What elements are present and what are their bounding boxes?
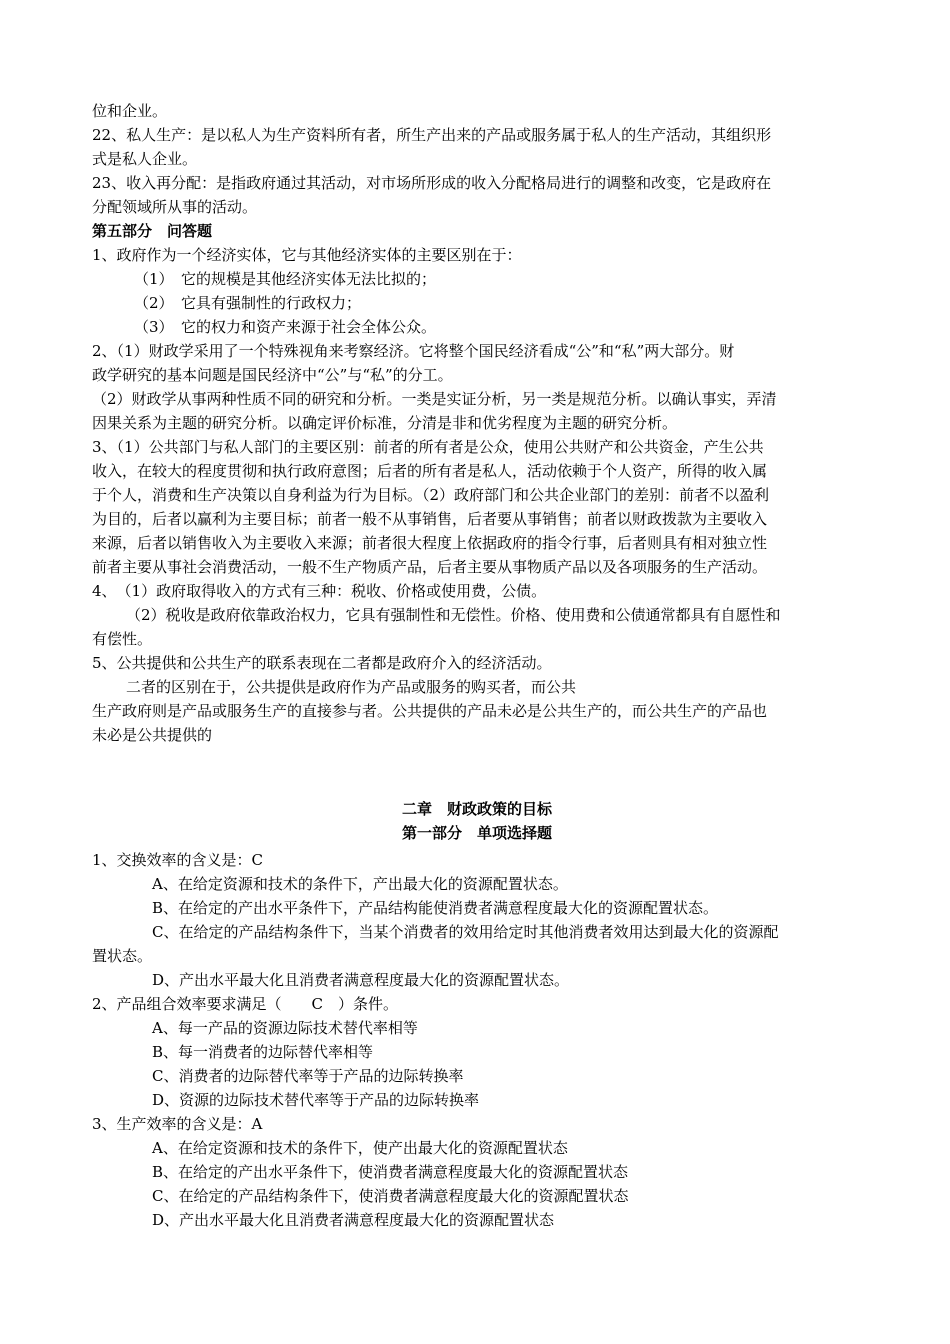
mc-option: A、每一产品的资源边际技术替代率相等: [152, 1019, 418, 1037]
question-1: 1、政府作为一个经济实体，它与其他经济实体的主要区别在于：: [92, 246, 522, 264]
mc-option: A、在给定资源和技术的条件下，使产出最大化的资源配置状态: [152, 1139, 568, 1157]
answer-item: （2） 它具有强制性的行政权力；: [134, 294, 362, 312]
mc-option: C、消费者的边际替代率等于产品的边际转换率: [152, 1067, 464, 1085]
text-line: 位和企业。: [92, 102, 168, 120]
text-line: 23、收入再分配：是指政府通过其活动，对市场所形成的收入分配格局进行的调整和改变，它是政府在: [92, 174, 772, 192]
text-line: 式是私人企业。: [92, 150, 198, 168]
text-line: 22、私人生产：是以私人为生产资料所有者，所生产出来的产品或服务属于私人的生产活动，其组织形: [92, 126, 772, 144]
text-line: 于个人，消费和生产决策以自身利益为行为目标。（2）政府部门和公共企业部门的差别：前者不以盈利: [92, 486, 770, 504]
chapter-subtitle: 第一部分 单项选择题: [401, 824, 552, 842]
text-line: 政学研究的基本问题是国民经济中“公”与“私”的分工。: [92, 366, 453, 384]
text-line: 前者主要从事社会消费活动，一般不生产物质产品，后者主要从事物质产品以及各项服务的生产活动。: [92, 558, 768, 576]
text-line: 为目的，后者以赢利为主要目标；前者一般不从事销售，后者要从事销售；前者以财政拨款为主要收入: [92, 510, 768, 528]
text-line: 二者的区别在于，公共提供是政府作为产品或服务的购买者，而公共: [126, 678, 577, 696]
mc-option: D、资源的边际技术替代率等于产品的边际转换率: [152, 1091, 480, 1109]
mc-option: C、在给定的产品结构条件下，当某个消费者的效用给定时其他消费者效用达到最大化的资源配: [152, 923, 779, 941]
mc-question-2: 2、产品组合效率要求满足（ C ）条件。: [92, 995, 399, 1013]
mc-option: C、在给定的产品结构条件下，使消费者满意程度最大化的资源配置状态: [152, 1187, 629, 1205]
mc-option: D、产出水平最大化且消费者满意程度最大化的资源配置状态: [152, 1211, 555, 1229]
section-definitions-tail: [92, 99, 862, 747]
mc-option: A、在给定资源和技术的条件下，产出最大化的资源配置状态。: [152, 875, 568, 893]
text-line: 未必是公共提供的: [92, 726, 213, 744]
text-line: 因果关系为主题的研究分析。以确定评价标准，分清是非和优劣程度为主题的研究分析。: [92, 414, 678, 432]
question-3: 3、（1）公共部门与私人部门的主要区别：前者的所有者是公众，使用公共财产和公共资金，产生公共: [92, 438, 764, 456]
mc-option: B、每一消费者的边际替代率相等: [152, 1043, 374, 1061]
chapter-title: 二章 财政政策的目标: [401, 800, 552, 818]
text-line: 生产政府则是产品或服务生产的直接参与者。公共提供的产品未必是公共生产的，而公共生产的产品也: [92, 702, 768, 720]
text-line: 来源，后者以销售收入为主要收入来源；前者很大程度上依据政府的指令行事，后者则具有相对独立性: [92, 534, 768, 552]
mc-option: D、产出水平最大化且消费者满意程度最大化的资源配置状态。: [152, 971, 570, 989]
section-heading: 第五部分 问答题: [92, 222, 213, 240]
text-line: （2）税收是政府依靠政治权力，它具有强制性和无偿性。价格、使用费和公债通常都具有自愿性和: [126, 606, 781, 624]
mc-option-continued: 置状态。: [92, 947, 153, 965]
mc-option: B、在给定的产出水平条件下，使消费者满意程度最大化的资源配置状态: [152, 1163, 629, 1181]
text-line: 分配领域所从事的活动。: [92, 198, 258, 216]
question-4: 4、 （1）政府取得收入的方式有三种：税收、价格或使用费，公债。: [92, 582, 547, 600]
answer-item: （3） 它的权力和资产来源于社会全体公众。: [134, 318, 437, 336]
multiple-choice-section: [92, 848, 862, 1232]
mc-question-1: 1、交换效率的含义是：C: [92, 851, 264, 869]
question-5: 5、公共提供和公共生产的联系表现在二者都是政府介入的经济活动。: [92, 654, 552, 672]
text-line: 收入，在较大的程度贯彻和执行政府意图；后者的所有者是私人，活动依赖于个人资产，所得的收入属: [92, 462, 768, 480]
answer-item: （1） 它的规模是其他经济实体无法比拟的；: [134, 270, 437, 288]
chapter-header: [92, 797, 862, 845]
text-line: 有偿性。: [92, 630, 153, 648]
text-line: （2）财政学从事两种性质不同的研究和分析。一类是实证分析，另一类是规范分析。以确认事实，弄清: [92, 390, 777, 408]
question-2: 2、（1）财政学采用了一个特殊视角来考察经济。它将整个国民经济看成“公”和“私”两大部分。财: [92, 342, 735, 360]
mc-question-3: 3、生产效率的含义是：A: [92, 1115, 263, 1133]
mc-option: B、在给定的产出水平条件下，产品结构能使消费者满意程度最大化的资源配置状态。: [152, 899, 719, 917]
